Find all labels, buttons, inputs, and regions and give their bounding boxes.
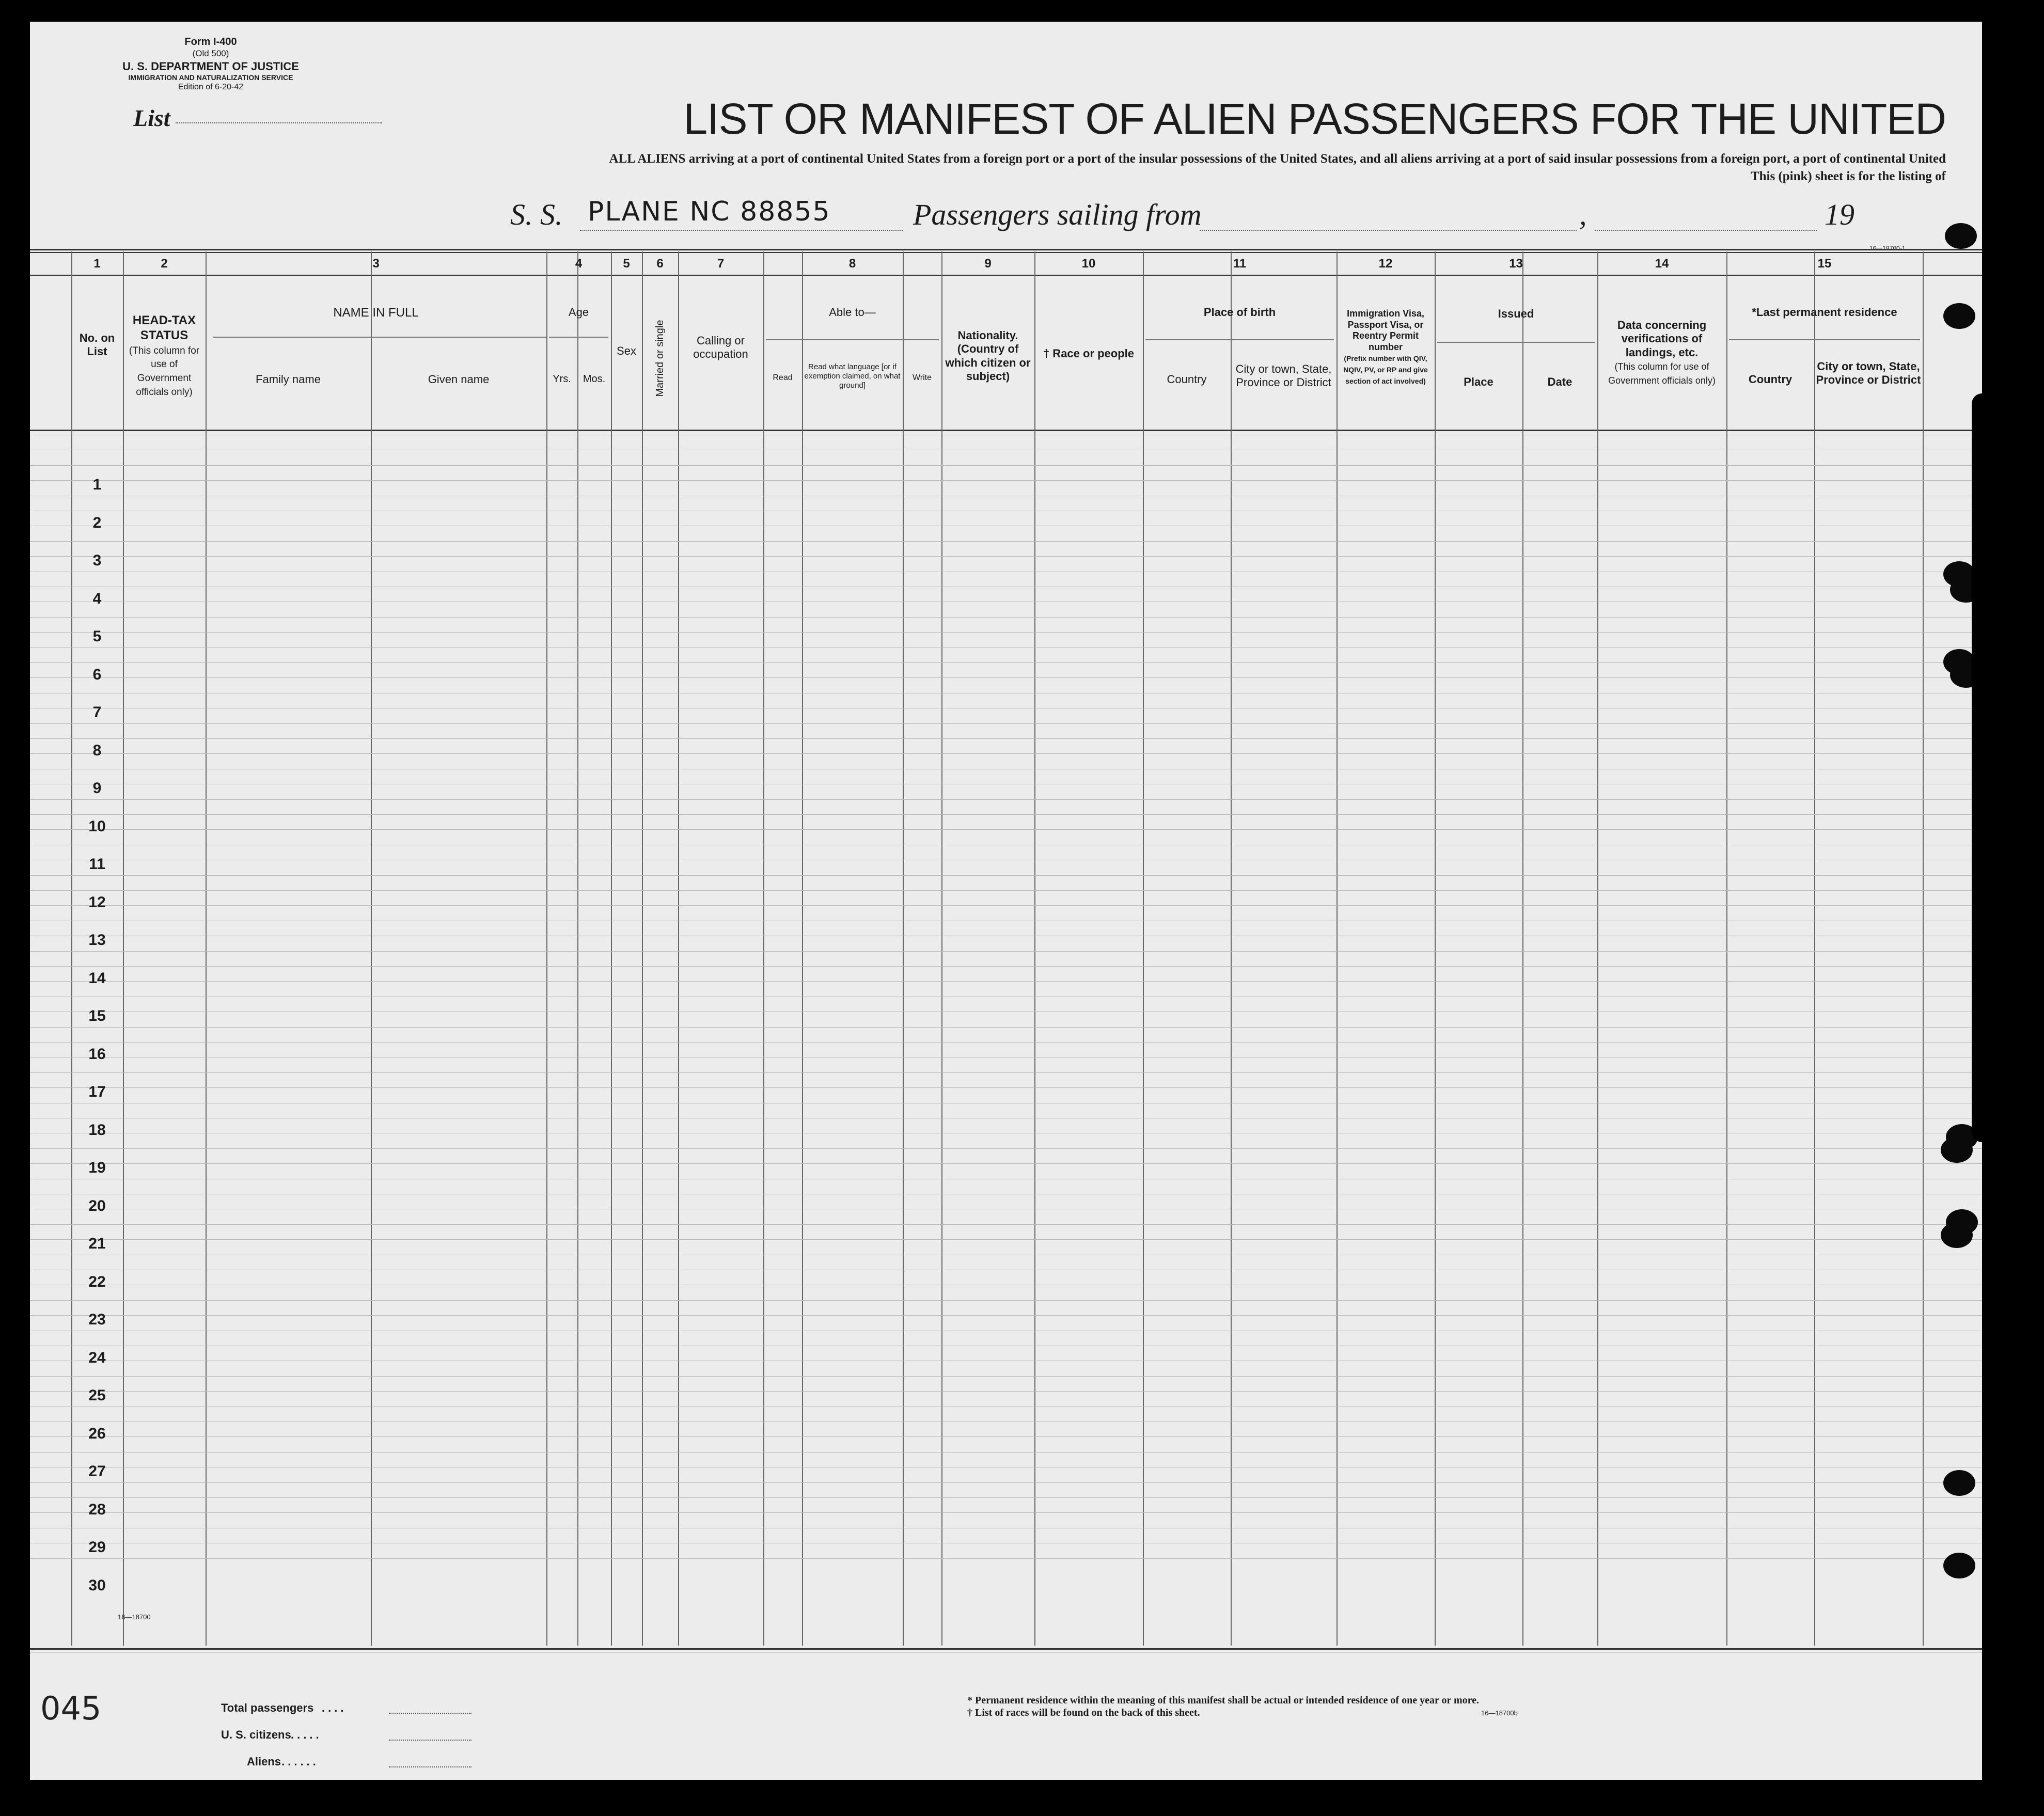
form-number: Form I-400 xyxy=(184,36,237,48)
us-citizens-field[interactable] xyxy=(389,1740,471,1741)
hdr-place-of-birth: Place of birth xyxy=(1203,306,1276,319)
subtitle-line2: This (pink) sheet is for the listing of xyxy=(1750,169,1946,183)
binder-hole xyxy=(1943,1553,1975,1578)
date-field[interactable] xyxy=(1595,230,1817,231)
col-num-7: 7 xyxy=(717,257,725,271)
row-number: 22 xyxy=(88,1273,106,1290)
manifest-sheet: Form I-400 (Old 500) U. S. DEPARTMENT OF JUSTICE IMMIGRATION AND NATURALIZATION SERVICE Edition of 6-20-42 List LIST OR MANIFEST OF ALIEN PASSENGERS FOR THE UNITED ALL ALIENS arriving at a port of continental United States from a foreign port or a port of the insular possessions of the United States, and all aliens arriving at a port of said insular possessions from a foreign port, a port of continental United This (pink) sheet is for the listing of S. S. PLANE NC 88855 Passengers sailing from , 19 16—18700-1 1 2 3 4 5 6 7 8 9 10 11 12 13 14 15 No. on List HEAD-TAX STATUS (This column for use of Government officials only) NAME IN FULL Family name Given name Age Yrs. Mos. Sex Married or single Calling or occupation Able to— Read Read what language [or if exemption claimed, on what ground] Write Nationality. (Country of which citizen or subject) † Race or people Place of birth Country City or town, State, Province or District Immigration Visa, Passport Visa, or Reentry Permit number (Prefix number with QIV, NQIV, PV, or RP and give section of act involved) Issued Place Date Data concerning verifications of landings, etc. (This column for use of Government officials only) *Last permanent residence Country City or town, State, Province or District 1 2 3 4 5 6 7 8 9 10 11 12 13 14 15 16 17 18 19 20 21 22 23 24 25 26 27 28 29 30 16—18700 045 Total passengers U. S. citizens Aliens .... ..... ....... * Permanent residence within the meaning of this manifest shall be actual or intended residence of one year or more. † List of races will be found on the back of this sheet. 16—18700b xyxy=(30,22,1992,1780)
row-number: 21 xyxy=(88,1235,106,1252)
row-number: 24 xyxy=(88,1349,106,1366)
row-number: 23 xyxy=(88,1311,106,1328)
row-number: 2 xyxy=(92,514,102,531)
row-number: 1 xyxy=(92,476,102,493)
hdr-read-language: Read what language [or if exemption claimed, on what ground] xyxy=(804,362,901,390)
row-number: 9 xyxy=(92,780,102,797)
row-number: 3 xyxy=(92,552,102,569)
row-number: 11 xyxy=(89,856,105,873)
footnote-races: † List of races will be found on the back of this sheet. xyxy=(967,1707,1200,1718)
us-citizens-label: U. S. citizens xyxy=(221,1728,291,1741)
hdr-age-mos: Mos. xyxy=(583,373,606,385)
hdr-age: Age xyxy=(568,306,589,319)
row-number: 20 xyxy=(88,1197,106,1214)
bottom-code: 16—18700 xyxy=(118,1613,151,1621)
row-number: 7 xyxy=(92,704,102,721)
hdr-write: Write xyxy=(912,373,932,382)
hdr-verifications: Data concerning verifications of landings, etc. (This column for use of Government officials only) xyxy=(1608,319,1716,386)
hdr-issued-place: Place xyxy=(1464,375,1493,388)
hdr-issued: Issued xyxy=(1498,307,1534,320)
row-number: 4 xyxy=(92,590,102,607)
footnote-code: 16—18700b xyxy=(1481,1709,1518,1717)
col-num-6: 6 xyxy=(656,257,664,271)
binder-hole xyxy=(1943,1470,1975,1496)
hdr-married-single: Married or single xyxy=(654,320,666,397)
form-service: IMMIGRATION AND NATURALIZATION SERVICE xyxy=(128,73,293,82)
hdr-able-to: Able to— xyxy=(829,306,876,319)
row-number: 30 xyxy=(88,1576,106,1594)
ss-label: S. S. xyxy=(510,198,563,231)
col-num-3: 3 xyxy=(372,257,380,271)
hdr-head-tax: HEAD-TAX STATUS (This column for use of Government officials only) xyxy=(129,313,200,398)
hdr-issued-date: Date xyxy=(1547,375,1573,388)
hdr-no-on-list: No. on List xyxy=(79,331,115,358)
list-field[interactable] xyxy=(176,122,382,123)
col-num-8: 8 xyxy=(848,257,856,271)
hdr-given-name: Given name xyxy=(428,373,490,386)
hdr-res-city: City or town, State, Province or District xyxy=(1816,360,1921,387)
hdr-nationality: Nationality. (Country of which citizen or subject) xyxy=(945,329,1031,383)
aliens-label: Aliens xyxy=(247,1755,281,1768)
total-passengers-field[interactable] xyxy=(389,1713,471,1714)
aliens-field[interactable] xyxy=(389,1766,471,1767)
row-number: 25 xyxy=(88,1387,106,1404)
hdr-verifications-note: (This column for use of Government officials only) xyxy=(1608,361,1716,386)
binder-hole xyxy=(1941,1137,1973,1163)
hdr-birth-country: Country xyxy=(1167,373,1207,386)
small-code: 16—18700-1 xyxy=(1869,245,1906,252)
hdr-race: † Race or people xyxy=(1043,347,1135,360)
hdr-visa: Immigration Visa, Passport Visa, or Reentry Permit number (Prefix number with QIV, NQIV, PV, or RP and give section of act involved) xyxy=(1343,308,1428,385)
col-num-1: 1 xyxy=(93,257,101,271)
col-num-5: 5 xyxy=(623,257,630,271)
col-num-4: 4 xyxy=(575,257,583,271)
sailing-label: Passengers sailing from xyxy=(913,198,1202,231)
vessel-field[interactable] xyxy=(580,230,903,231)
footnote-residence: * Permanent residence within the meaning of this manifest shall be actual or intended residence of one year or more. xyxy=(967,1695,1480,1706)
row-number: 5 xyxy=(92,628,102,645)
total-passengers-label: Total passengers xyxy=(221,1701,314,1714)
row-number: 15 xyxy=(88,1007,106,1024)
row-number: 6 xyxy=(92,666,102,683)
handwritten-page-number: 045 xyxy=(40,1689,102,1727)
row-number: 8 xyxy=(92,741,102,759)
hdr-last-residence: *Last permanent residence xyxy=(1752,306,1897,319)
form-dept: U. S. DEPARTMENT OF JUSTICE xyxy=(122,60,299,73)
hdr-name-in-full: NAME IN FULL xyxy=(333,306,419,320)
form-old: (Old 500) xyxy=(192,49,229,58)
year-prefix: 19 xyxy=(1825,198,1854,231)
subtitle-line1: ALL ALIENS arriving at a port of continental United States from a foreign port or a port of the insular possessions of the United States, and all aliens arriving at a port of said insular possessions from a foreign port, a port of continental United xyxy=(609,152,1946,166)
hdr-calling: Calling or occupation xyxy=(693,334,748,361)
form-edition: Edition of 6-20-42 xyxy=(178,83,244,91)
hdr-read: Read xyxy=(773,373,793,382)
binder-hole xyxy=(1941,1222,1973,1248)
row-number: 14 xyxy=(88,969,106,987)
col-num-9: 9 xyxy=(984,257,992,271)
hdr-age-yrs: Yrs. xyxy=(553,373,571,385)
hdr-sex: Sex xyxy=(617,344,636,357)
hdr-res-country: Country xyxy=(1748,373,1793,386)
hdr-family-name: Family name xyxy=(256,373,321,386)
col-num-11: 11 xyxy=(1233,257,1247,271)
hdr-birth-city: City or town, State, Province or District xyxy=(1235,362,1332,389)
row-number: 27 xyxy=(88,1463,106,1480)
col-num-12: 12 xyxy=(1378,257,1393,271)
vessel-name-handwritten: PLANE NC 88855 xyxy=(588,196,831,227)
hdr-visa-note: (Prefix number with QIV, NQIV, PV, or RP and give section of act involved) xyxy=(1343,354,1428,385)
row-number: 26 xyxy=(88,1425,106,1442)
col-num-10: 10 xyxy=(1081,257,1096,271)
col-num-13: 13 xyxy=(1509,257,1523,271)
col-num-14: 14 xyxy=(1655,257,1669,271)
row-number: 28 xyxy=(88,1501,106,1518)
list-label: List xyxy=(133,105,170,131)
col-num-15: 15 xyxy=(1817,257,1832,271)
row-number: 16 xyxy=(88,1045,106,1063)
row-number: 10 xyxy=(88,817,106,835)
binder-hole xyxy=(1943,303,1975,329)
page-title: LIST OR MANIFEST OF ALIEN PASSENGERS FOR THE UNITED xyxy=(683,94,1946,143)
hdr-head-tax-note: (This column for use of Government officials only) xyxy=(129,345,200,398)
row-number: 17 xyxy=(88,1083,106,1100)
binder-hole xyxy=(1945,223,1977,249)
row-number: 12 xyxy=(88,893,106,911)
row-number: 19 xyxy=(88,1159,106,1176)
sailing-from-field[interactable] xyxy=(1200,230,1577,231)
row-number: 29 xyxy=(88,1539,106,1556)
row-number: 18 xyxy=(88,1121,106,1139)
col-num-2: 2 xyxy=(161,257,168,271)
row-number: 13 xyxy=(88,931,106,949)
